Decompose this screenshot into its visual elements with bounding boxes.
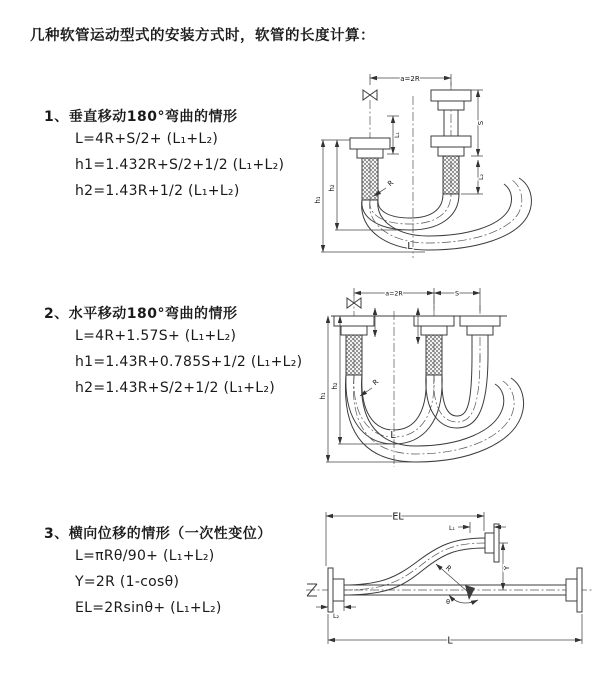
section-2-formula-h2: h2=1.43R+S/2+1/2 (L₁+L₂) <box>75 380 276 396</box>
dim-label-el: EL <box>392 511 404 523</box>
section-1-formula-h1: h1=1.432R+S/2+1/2 (L₁+L₂) <box>75 157 285 173</box>
diagram-horizontal-180-bend <box>315 281 600 479</box>
dim-label-s: S <box>455 290 459 298</box>
dim-label-span: a=2R <box>400 75 420 83</box>
dim-label-length: L <box>390 430 396 441</box>
dim-label-radius: R <box>371 377 381 388</box>
section-1-heading: 1、垂直移动180°弯曲的情形 <box>44 109 238 125</box>
right-pipe-fitting <box>431 90 471 194</box>
dimensions <box>319 288 480 462</box>
page-title: 几种软管运动型式的安装方式时，软管的长度计算： <box>30 28 375 44</box>
dim-label-y: Y <box>503 565 511 571</box>
dim-label-l2: L₂ <box>478 173 485 181</box>
dim-label-h2: h₂ <box>328 184 336 192</box>
section-3-heading: 3、横向位移的情形（一次性变位） <box>44 526 272 542</box>
section-3 <box>44 523 272 621</box>
left-pipe-fitting <box>350 138 390 200</box>
section-3-formula-EL: EL=2Rsinθ+ (L₁+L₂) <box>75 600 222 616</box>
hoses <box>344 538 566 595</box>
dim-label-l1: L₁ <box>448 525 456 532</box>
dim-label-s: S <box>477 120 485 126</box>
upper-flange <box>485 524 499 562</box>
theta-wedge <box>465 585 475 600</box>
dim-label-h1: h₁ <box>319 392 327 400</box>
section-3-formula-L: L=πRθ/90+ (L₁+L₂) <box>75 548 215 564</box>
dimensions <box>316 512 582 647</box>
dim-label-radius: R <box>386 178 396 189</box>
section-2-formula-L: L=4R+1.57S+ (L₁+L₂) <box>75 328 237 344</box>
left-flange <box>328 568 344 612</box>
dim-label-theta: θ <box>446 599 450 606</box>
right-flange <box>566 568 582 612</box>
section-1-formula-h2: h2=1.43R+1/2 (L₁+L₂) <box>75 183 240 199</box>
dim-label-span: a=2R <box>385 290 403 298</box>
section-1-formula-L: L=4R+S/2+ (L₁+L₂) <box>75 131 219 147</box>
dim-label-h1: h₁ <box>314 196 322 204</box>
valve-icon <box>363 90 377 100</box>
section-2-heading: 2、水平移动180°弯曲的情形 <box>44 306 238 322</box>
section-3-formula-Y: Y=2R (1-cosθ) <box>75 574 180 590</box>
dim-label-h2: h₂ <box>331 382 339 390</box>
diagram-lateral-displacement <box>298 500 600 652</box>
middle-pipe-fitting <box>414 316 454 375</box>
section-2 <box>44 303 302 401</box>
section-2-formula-h1: h1=1.43R+0.785S+1/2 (L₁+L₂) <box>75 354 303 370</box>
section-1 <box>44 106 284 204</box>
dim-label-l2: L₂ <box>332 613 340 620</box>
dim-label-radius: R <box>443 563 453 574</box>
dim-label-length: L <box>447 635 453 647</box>
dim-label-l1: L₁ <box>394 131 401 139</box>
diagram-vertical-180-bend <box>313 68 598 265</box>
dim-label-length: L <box>407 241 413 252</box>
